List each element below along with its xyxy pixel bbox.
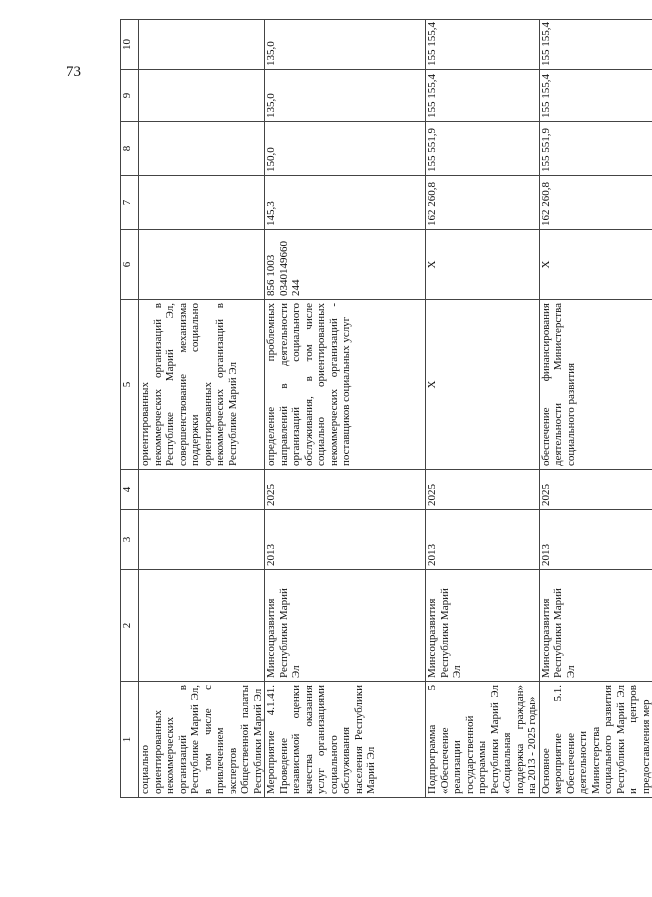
budget-code-cell: Х xyxy=(426,230,540,300)
header-row xyxy=(121,20,139,798)
measure-name-cell: Основное мероприятие 5.1. Обеспечение деятельности Министерства социального развития Республики Марий Эл и центров предоставления мер xyxy=(539,682,652,798)
end-year-cell xyxy=(139,470,265,510)
measure-name-cell: Подпрограмма 5 «Обеспечение реализации государственной программы Республики Марий Эл «Социальная поддержка граждан» на 2013 - 2025 годы» xyxy=(426,682,540,798)
amount-cell xyxy=(139,70,265,122)
header-cell: 4 xyxy=(121,470,139,510)
end-year-cell: 2025 xyxy=(539,470,652,510)
executor-cell xyxy=(139,570,265,682)
expected-result-cell: определение проблемных направлений в деятельности организаций социального обслуживания, в том числе социально ориентированных некоммерческих организаций - поставщиков социальных услуг xyxy=(265,300,426,470)
start-year-cell: 2013 xyxy=(265,510,426,570)
measure-name-cell: социально ориентированных некоммерческих организаций в Республике Марий Эл, в том числе с привлечением экспертов Общественной палаты Республики Марий Эл xyxy=(139,682,265,798)
program-table xyxy=(120,19,652,798)
executor-cell: Минсоцразвития Республики Марий Эл xyxy=(265,570,426,682)
header-cell: 6 xyxy=(121,230,139,300)
executor-cell: Минсоцразвития Республики Марий Эл xyxy=(426,570,540,682)
header-cell: 10 xyxy=(121,20,139,70)
start-year-cell: 2013 xyxy=(539,510,652,570)
header-cell: 3 xyxy=(121,510,139,570)
amount-cell: 162 260,8 xyxy=(426,176,540,230)
header-cell: 5 xyxy=(121,300,139,470)
header-cell: 2 xyxy=(121,570,139,682)
start-year-cell xyxy=(139,510,265,570)
table-row xyxy=(426,20,540,798)
header-cell: 1 xyxy=(121,682,139,798)
table-row xyxy=(265,20,426,798)
measure-name-cell: Мероприятие 4.1.41. Проведение независимой оценки качества оказания услуг организациями социального обслуживания населения Республики Марий Эл xyxy=(265,682,426,798)
amount-cell: 150,0 xyxy=(265,122,426,176)
amount-cell xyxy=(139,176,265,230)
expected-result-cell: ориентированных некоммерческих организаций в Республике Марий Эл, совершенствование механизма поддержки социально ориентированных некоммерческих организаций в Республике Марий Эл xyxy=(139,300,265,470)
start-year-cell: 2013 xyxy=(426,510,540,570)
executor-cell: Минсоцразвития Республики Марий Эл xyxy=(539,570,652,682)
amount-cell xyxy=(139,20,265,70)
page-number: 73 xyxy=(66,64,81,80)
budget-code-cell: 856 1003 0340149660 244 xyxy=(265,230,426,300)
header-cell: 8 xyxy=(121,122,139,176)
amount-cell: 145,3 xyxy=(265,176,426,230)
table-row xyxy=(539,20,652,798)
amount-cell: 155 551,9 xyxy=(539,122,652,176)
header-cell: 7 xyxy=(121,176,139,230)
amount-cell: 155 155,4 xyxy=(426,70,540,122)
expected-result-cell: Х xyxy=(426,300,540,470)
amount-cell: 155 155,4 xyxy=(539,70,652,122)
header-cell: 9 xyxy=(121,70,139,122)
amount-cell: 135,0 xyxy=(265,20,426,70)
end-year-cell: 2025 xyxy=(426,470,540,510)
amount-cell: 155 155,4 xyxy=(539,20,652,70)
expected-result-cell: обеспечение финансирования деятельности Министерства социального развития xyxy=(539,300,652,470)
rotated-table-container xyxy=(120,20,652,798)
amount-cell: 162 260,8 xyxy=(539,176,652,230)
table-row xyxy=(139,20,265,798)
budget-code-cell xyxy=(139,230,265,300)
amount-cell: 155 155,4 xyxy=(426,20,540,70)
end-year-cell: 2025 xyxy=(265,470,426,510)
amount-cell xyxy=(139,122,265,176)
amount-cell: 135,0 xyxy=(265,70,426,122)
budget-code-cell: Х xyxy=(539,230,652,300)
amount-cell: 155 551,9 xyxy=(426,122,540,176)
